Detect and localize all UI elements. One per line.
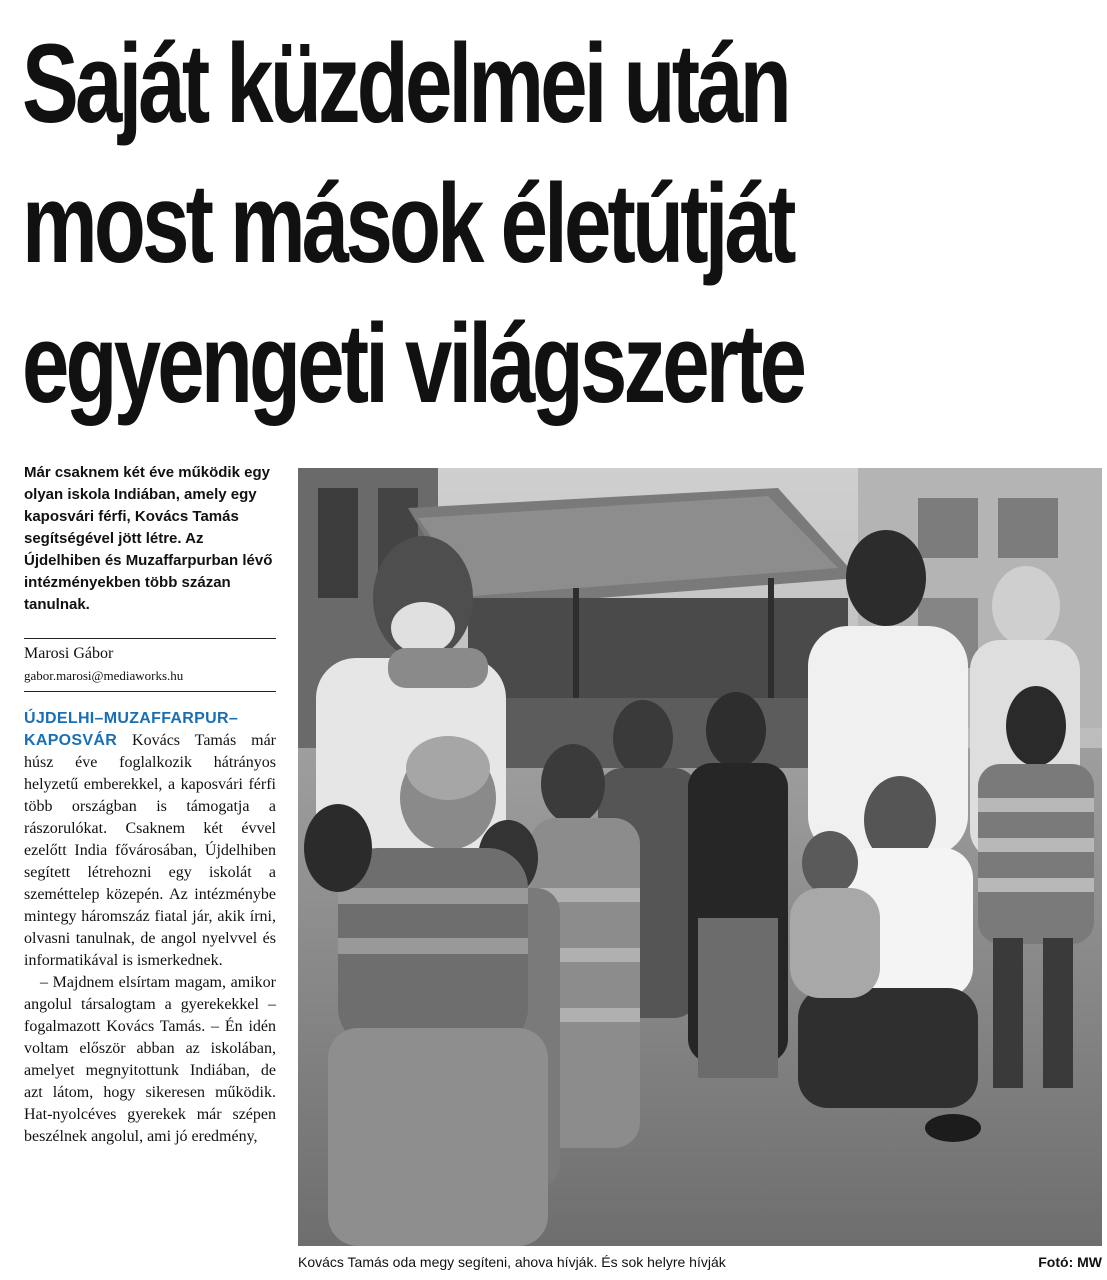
- headline-line: Saját küzdelmei után: [22, 21, 788, 146]
- dateline: ÚJDELHI–MUZAFFARPUR–KAPOSVÁR: [24, 710, 239, 749]
- photo-caption: Kovács Tamás oda megy segíteni, ahova hívják. És sok helyre hívják: [298, 1254, 726, 1270]
- headline-line: most mások életútját: [22, 161, 793, 286]
- byline: [24, 638, 276, 692]
- author-email: gabor.marosi@mediaworks.hu: [24, 668, 184, 683]
- article-text-column: [24, 462, 276, 1148]
- headline: [22, 14, 835, 434]
- photo-caption-bar: [298, 1252, 1102, 1272]
- body-paragraph: – Majdnem elsírtam magam, amikor angolul társalogtam a gyerekekkel – fogalmazott Kovács Tamás. – Én idén voltam először abban az iskolában, amelyet megnyitottunk Indiában, de azt látom, hogy sikeresen működik. Hat-nyolcéves gyerekek már szépen beszélnek angolul, ami jó eredmény,: [24, 974, 276, 1145]
- article-photo: [298, 468, 1102, 1246]
- article-body: [24, 708, 276, 1148]
- body-paragraph-text: Kovács Tamás már húsz éve foglalkozik hátrányos helyzetű emberekkel, a kaposvári férfi több országban is támogatja a rászorulókat. Csaknem két évvel ezelőtt India fővárosában, Újdelhiben segített létrehozni egy iskolát a szeméttelep közepén. Az intézménybe mintegy háromszáz fiatal jár, akik írni, olvasni tanulnak, de angol nyelvvel és informatikával is ismerkednek.: [24, 732, 276, 969]
- author-name: Marosi Gábor: [24, 645, 114, 662]
- headline-line: egyengeti világszerte: [22, 301, 804, 426]
- body-paragraph: [24, 708, 276, 972]
- photo-illustration: [298, 468, 1102, 1246]
- photo-credit: Fotó: MW: [1038, 1254, 1102, 1270]
- divider: [24, 691, 276, 692]
- lead-paragraph: Már csaknem két éve működik egy olyan iskola Indiában, amely egy kaposvári férfi, Kovács Tamás segítségével jött létre. Az Újdelhiben és Muzaffarpurban lévő intézményekben több százan tanulnak.: [24, 464, 273, 613]
